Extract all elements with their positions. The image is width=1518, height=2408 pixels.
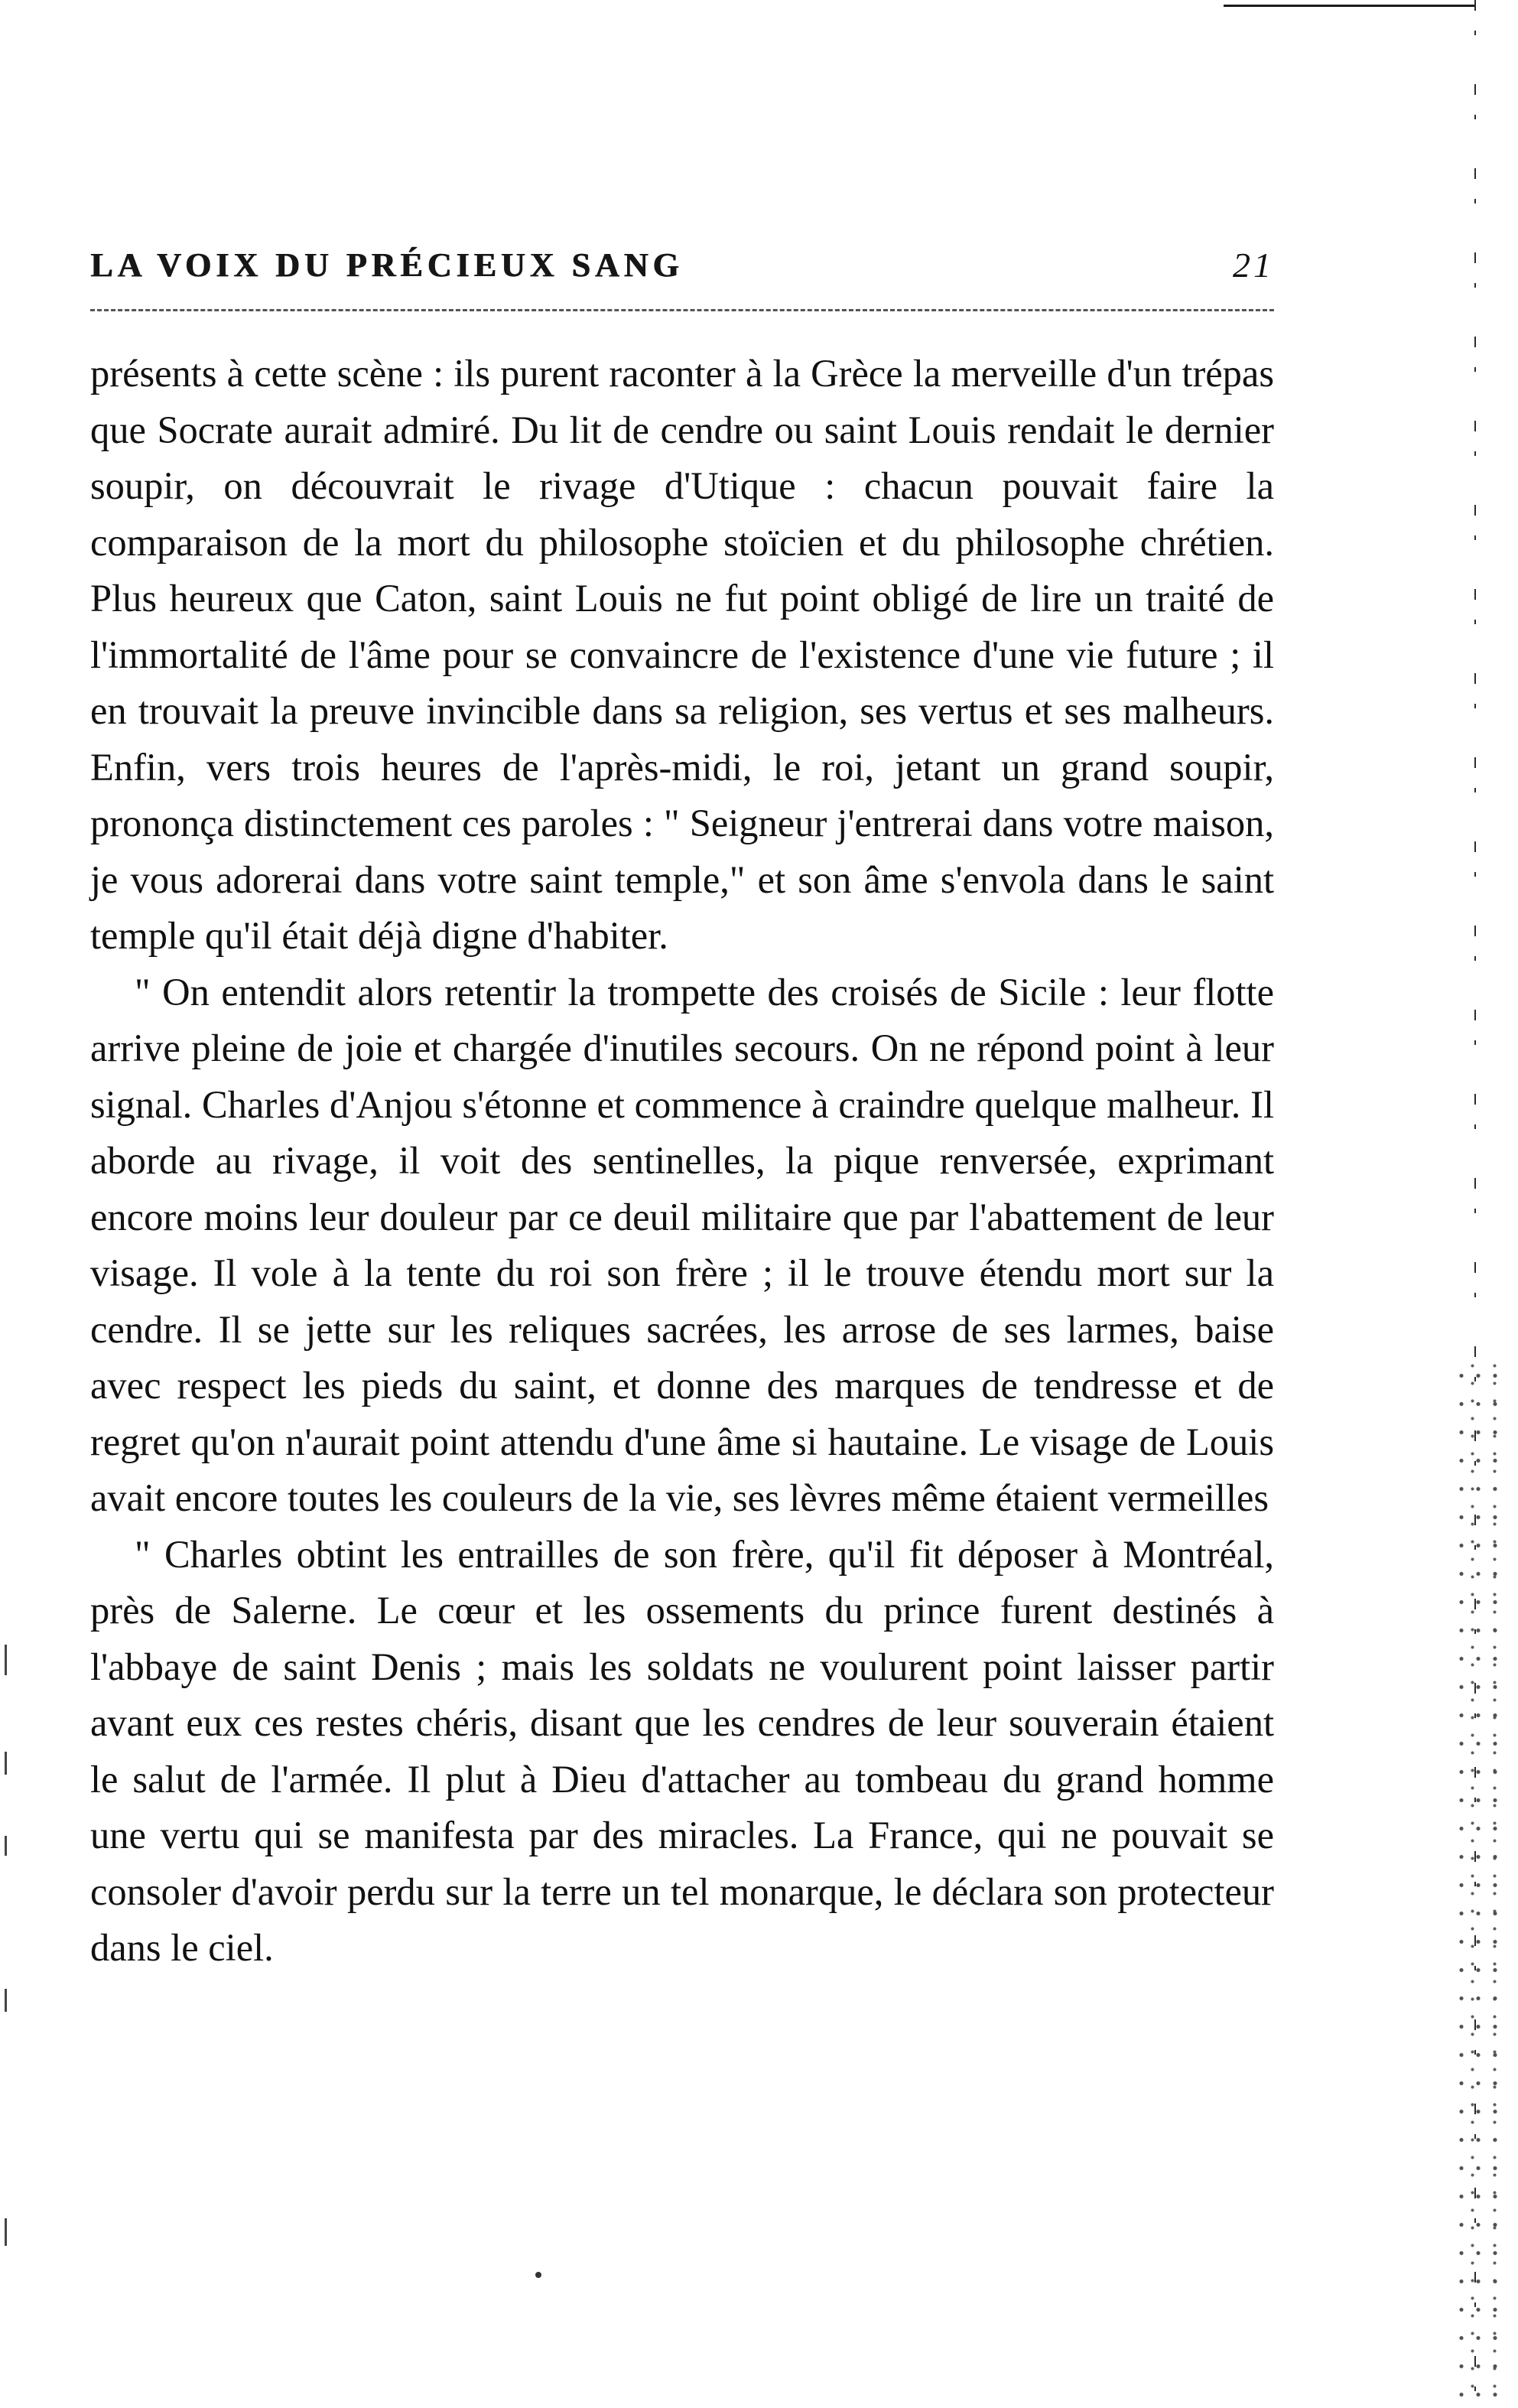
scan-margin-mark: [5, 1645, 7, 1675]
body-text: [90, 346, 1274, 1977]
running-title: LA VOIX DU PRÉCIEUX SANG: [90, 246, 684, 284]
scan-margin-mark: [5, 1989, 7, 2012]
scan-edge-specks: [1453, 1362, 1499, 2402]
paragraph: " Charles obtint les entrailles de son frère, qu'il fit déposer à Montréal, près de Salerne. Le cœur et les ossements du prince furent destinés à l'abbaye de saint Denis ; mais les soldats ne voulurent point laisser partir avant eux ces restes chéris, disant que les cendres de leur souverain étaient le salut de l'armée. Il plut à Dieu d'attacher au tombeau du grand homme une vertu qui se manifesta par des miracles. La France, qui ne pouvait se consoler d'avoir perdu sur la terre un tel monarque, le déclara son protecteur dans le ciel.: [90, 1532, 1274, 1969]
scan-margin-mark: [5, 2218, 7, 2246]
paragraph: " On entendit alors retentir la trompette des croisés de Sicile : leur flotte arrive pleine de joie et chargée d'inutiles secours. On ne répond point à leur signal. Charles d'Anjou s'étonne et commence à craindre quelque malheur. Il aborde au rivage, il voit des sentinelles, la pique renversée, exprimant encore moins leur douleur par ce deuil militaire que par l'abattement de leur visage. Il vole à la tente du roi son frère ; il le trouve étendu mort sur la cendre. Il se jette sur les reliques sacrées, les arrose de ses larmes, baise avec respect les pieds du saint, et donne des marques de tendresse et de regret qu'on n'aurait point attendu d'une âme si hautaine. Le visage de Louis avait encore toutes les couleurs de la vie, ses lèvres même étaient vermeilles: [90, 970, 1274, 1519]
paragraph: présents à cette scène : ils purent raconter à la Grèce la merveille d'un trépas que Socrate aurait admiré. Du lit de cendre ou saint Louis rendait le dernier soupir, on découvrait le rivage d'Utique : chacun pouvait faire la comparaison de la mort du philosophe stoïcien et du philosophe chrétien. Plus heureux que Caton, saint Louis ne fut point obligé de lire un traité de l'immortalité de l'âme pour se convaincre de l'existence d'une vie future ; il en trouvait la preuve invincible dans sa religion, ses vertus et ses malheurs. Enfin, vers trois heures de l'après-midi, le roi, jetant un grand soupir, prononça distinctement ces paroles : " Seigneur j'entrerai dans votre maison, je vous adorerai dans votre saint temple," et son âme s'envola dans le saint temple qu'il était déjà digne d'habiter.: [90, 352, 1274, 957]
page-number: 21: [1233, 246, 1274, 285]
scan-margin-mark: [5, 1836, 7, 1856]
stray-mark: [535, 2272, 541, 2278]
scan-margin-mark: [5, 1752, 7, 1775]
scan-edge-rule: [1224, 5, 1476, 7]
running-header: [90, 239, 1274, 292]
header-rule: [90, 309, 1274, 311]
